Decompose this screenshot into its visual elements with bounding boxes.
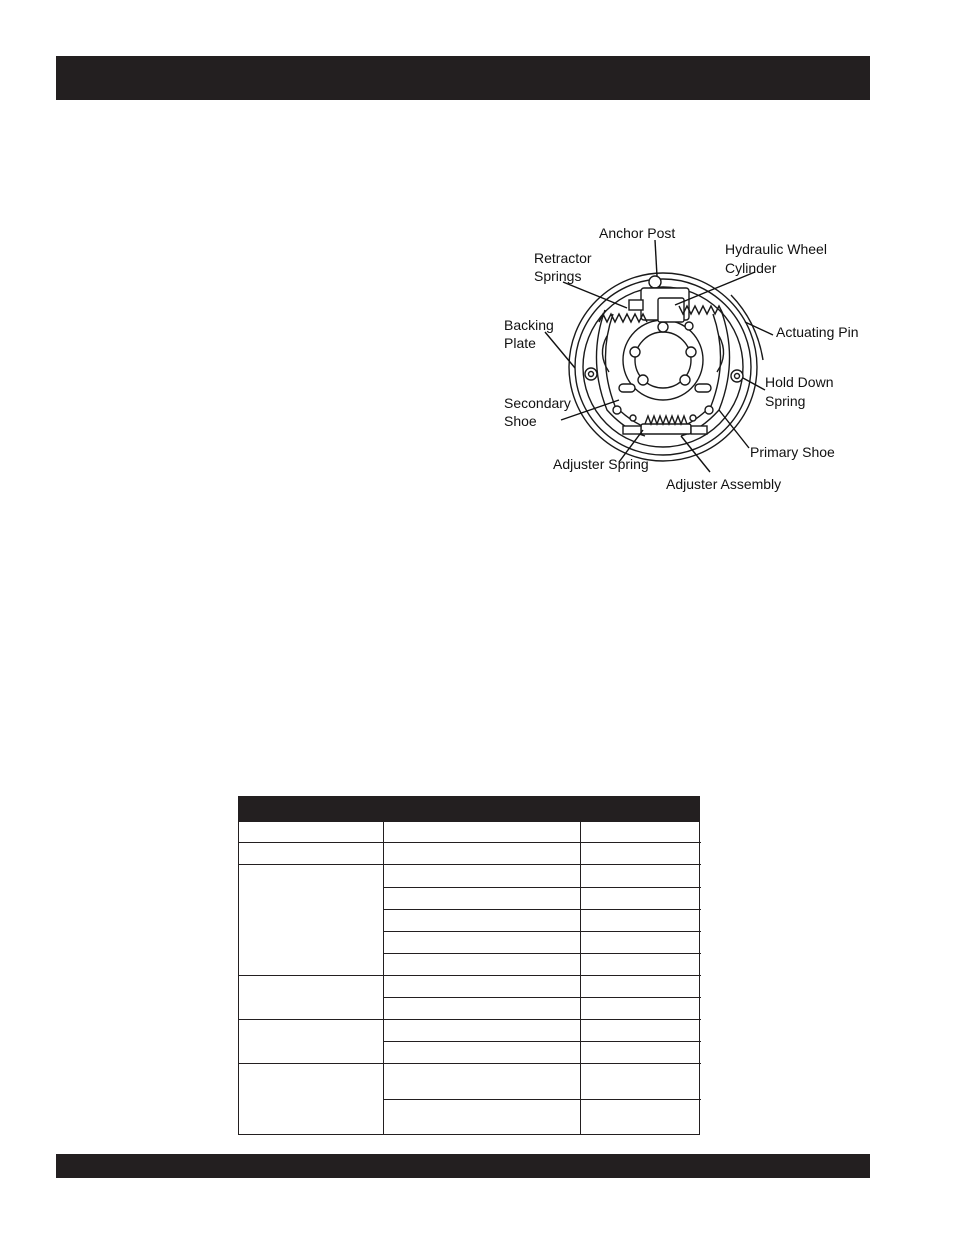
sub-row-divider xyxy=(383,1099,701,1100)
column-divider xyxy=(580,822,581,1134)
sub-row-divider xyxy=(383,931,701,932)
label-hydraulic-wheel: Hydraulic Wheel xyxy=(725,241,827,257)
label-hold-down: Hold Down xyxy=(765,374,834,390)
label-retractor: Retractor xyxy=(534,250,592,266)
sub-row-divider xyxy=(383,1041,701,1042)
row-divider xyxy=(239,842,701,843)
sub-row-divider xyxy=(383,953,701,954)
table-header-row xyxy=(239,797,699,822)
brake-assembly-diagram xyxy=(495,210,875,500)
specification-table xyxy=(238,796,700,1135)
label-backing: Backing xyxy=(504,317,554,333)
row-divider xyxy=(239,975,701,976)
row-divider xyxy=(239,1019,701,1020)
column-divider xyxy=(383,822,384,1134)
label-springs: Springs xyxy=(534,268,582,284)
label-shoe: Shoe xyxy=(504,413,537,429)
label-plate: Plate xyxy=(504,335,536,351)
label-primary-shoe: Primary Shoe xyxy=(750,444,835,460)
row-divider xyxy=(239,864,701,865)
label-adjuster-spring: Adjuster Spring xyxy=(553,456,649,472)
drum-brake-drawing xyxy=(569,273,763,461)
label-secondary: Secondary xyxy=(504,395,571,411)
row-divider xyxy=(239,1063,701,1064)
header-bar xyxy=(56,56,870,100)
sub-row-divider xyxy=(383,997,701,998)
footer-bar xyxy=(56,1154,870,1178)
label-actuating-pin: Actuating Pin xyxy=(776,324,859,340)
sub-row-divider xyxy=(383,887,701,888)
label-spring: Spring xyxy=(765,393,806,409)
sub-row-divider xyxy=(383,909,701,910)
label-anchor-post: Anchor Post xyxy=(599,225,676,241)
label-adjuster-assembly: Adjuster Assembly xyxy=(666,476,782,492)
label-cylinder: Cylinder xyxy=(725,260,777,276)
